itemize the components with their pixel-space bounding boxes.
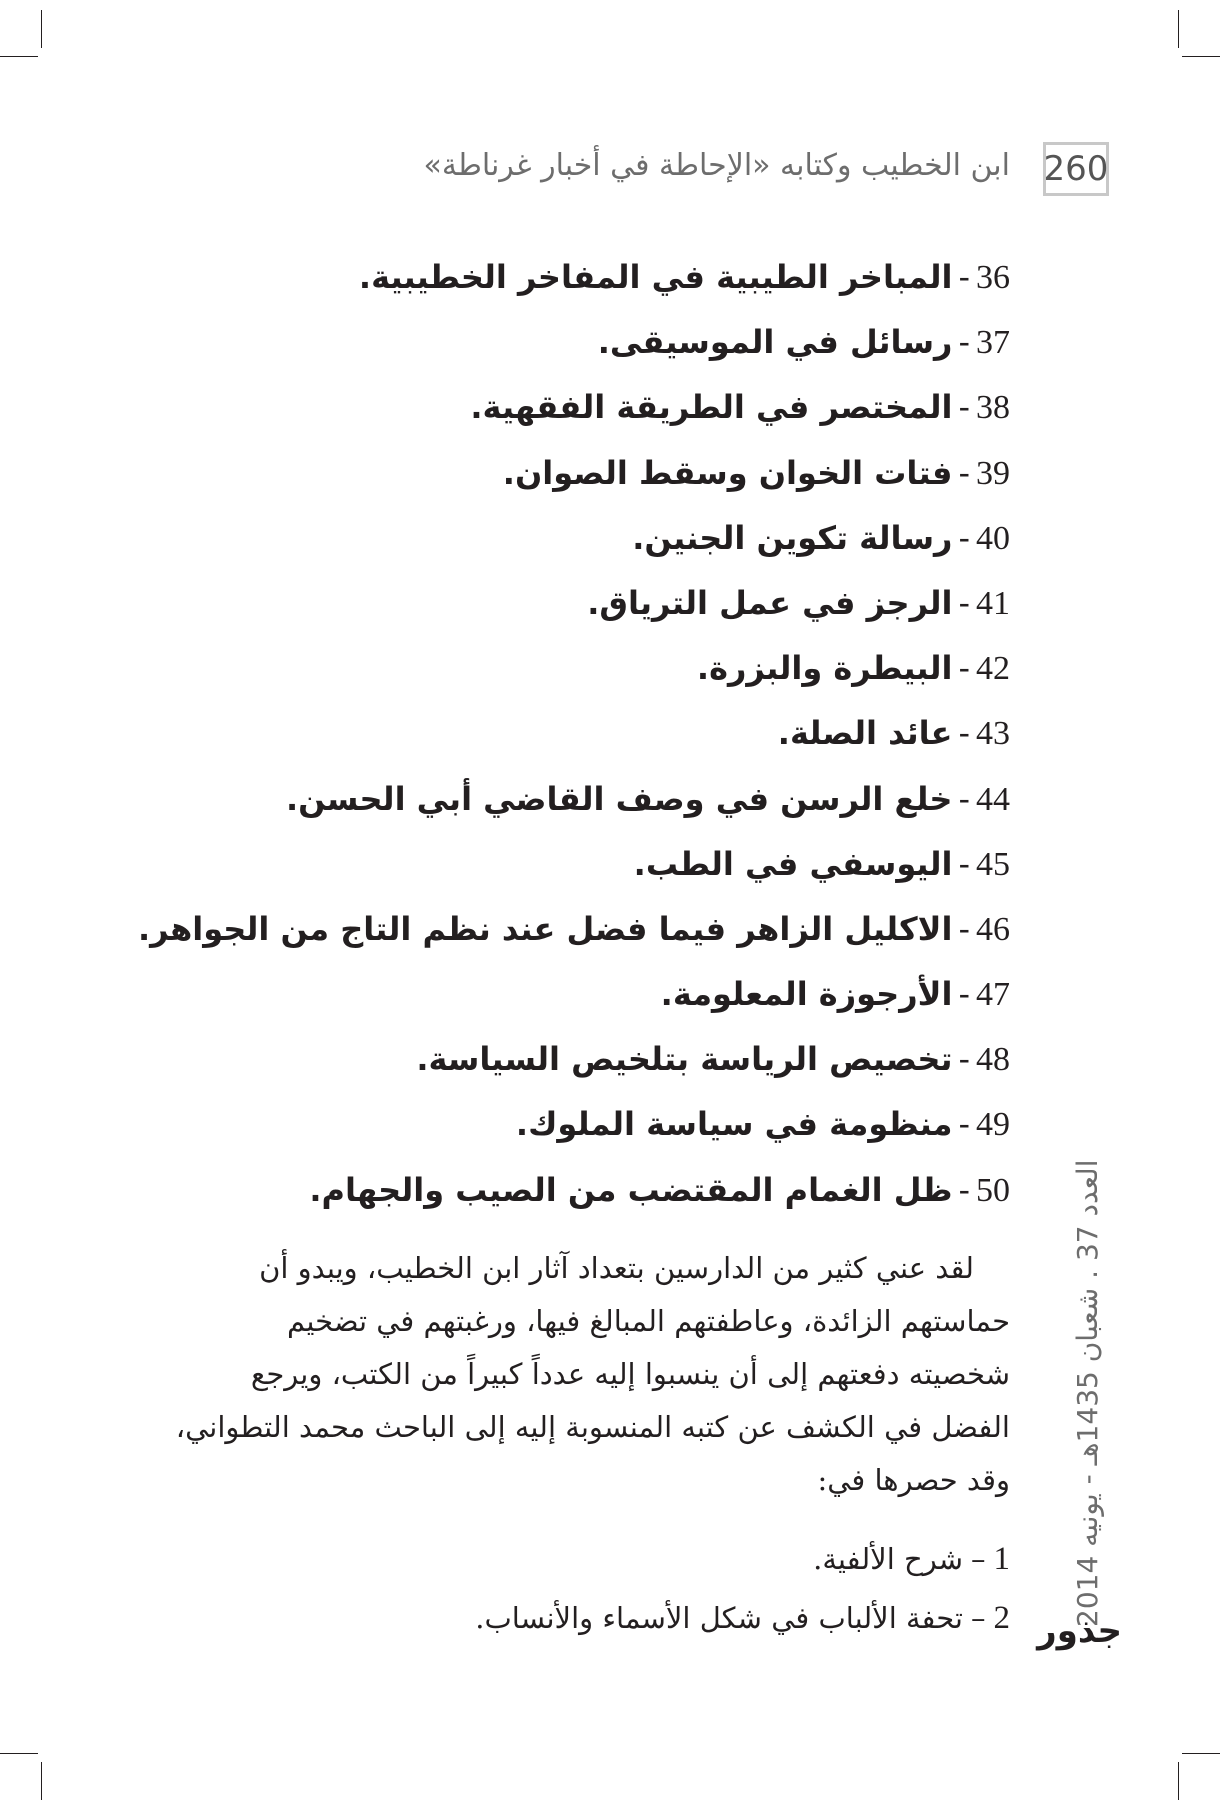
- item-title: المباخر الطيبية في المفاخر الخطيبية.: [358, 258, 953, 296]
- list-item: [110, 962, 1010, 1027]
- item-title: الرجز في عمل الترياق.: [587, 583, 953, 622]
- dash: -: [958, 844, 970, 883]
- list-item: [168, 1530, 1010, 1589]
- dash: -: [958, 909, 970, 948]
- item-title: اليوسفي في الطب.: [633, 844, 953, 883]
- item-number: 49: [976, 1106, 1010, 1144]
- item-title: المختصر في الطريقة الفقهية.: [470, 388, 953, 427]
- item-number: 48: [976, 1041, 1010, 1079]
- item-title: منظومة في سياسة الملوك.: [515, 1105, 953, 1144]
- list-item: [110, 1092, 1010, 1157]
- list-item: [110, 310, 1010, 375]
- attributed-list: [168, 1530, 1010, 1648]
- works-list: [110, 245, 1010, 1223]
- dash: -: [958, 583, 970, 622]
- item-title: البيطرة والبزرة.: [696, 649, 953, 688]
- paragraph-line: وقد حصرها في:: [817, 1463, 1010, 1497]
- item-number: 39: [976, 454, 1010, 492]
- dash: -: [958, 1105, 970, 1144]
- dash: -: [958, 975, 970, 1014]
- page-number: 260: [1043, 142, 1109, 196]
- crop-mark: [1182, 56, 1220, 57]
- item-number: 43: [976, 715, 1010, 753]
- dash: -: [958, 258, 970, 296]
- crop-mark: [1182, 1753, 1220, 1754]
- item-title: الأرجوزة المعلومة.: [660, 975, 953, 1014]
- body-paragraph: [168, 1242, 1010, 1507]
- dash: -: [958, 779, 970, 818]
- item-title: تخصيص الرياسة بتلخيص السياسة.: [416, 1040, 953, 1079]
- item-number: 40: [976, 519, 1010, 557]
- list-item: [110, 571, 1010, 636]
- item-number: 2: [993, 1600, 1010, 1636]
- item-title: ظل الغمام المقتضب من الصيب والجهام.: [309, 1170, 953, 1209]
- list-item: [110, 767, 1010, 832]
- item-title: فتات الخوان وسقط الصوان.: [502, 453, 953, 492]
- paragraph-line: حماستهم الزائدة، وعاطفتهم المبالغ فيها، ورغبتهم في تضخيم: [287, 1304, 1010, 1338]
- dash: -: [958, 388, 970, 427]
- crop-mark: [1178, 1762, 1179, 1800]
- list-item: [110, 897, 1010, 962]
- dash: -: [958, 1170, 970, 1209]
- item-number: 46: [976, 910, 1010, 948]
- item-number: 45: [976, 845, 1010, 883]
- dash: –: [971, 1601, 986, 1635]
- list-item: [110, 1027, 1010, 1092]
- paragraph-line: الفضل في الكشف عن كتبه المنسوبة إليه إلى الباحث محمد التطواني،: [175, 1410, 1010, 1444]
- item-number: 47: [976, 976, 1010, 1014]
- item-title: خلع الرسن في وصف القاضي أبي الحسن.: [285, 779, 953, 818]
- paragraph-line: لقد عني كثير من الدارسين بتعداد آثار ابن الخطيب، ويبدو أن: [259, 1251, 974, 1285]
- item-title: شرح الألفية.: [813, 1542, 963, 1576]
- list-item: [168, 1589, 1010, 1648]
- item-number: 37: [976, 324, 1010, 362]
- item-title: الاكليل الزاهر فيما فضل عند نظم التاج من الجواهر.: [138, 909, 953, 948]
- crop-mark: [1178, 10, 1179, 48]
- paragraph-line: شخصيته دفعتهم إلى أن ينسبوا إليه عدداً كبيراً من الكتب، ويرجع: [250, 1357, 1010, 1391]
- issue-info: العدد 37 . شعبان 1435هـ - يونيه 2014: [1071, 1160, 1104, 1628]
- list-item: [110, 441, 1010, 506]
- journal-logo: جذور: [1037, 1611, 1122, 1651]
- item-number: 42: [976, 650, 1010, 688]
- list-item: [110, 701, 1010, 766]
- item-number: 50: [976, 1171, 1010, 1209]
- dash: -: [958, 649, 970, 688]
- item-number: 38: [976, 389, 1010, 427]
- dash: -: [958, 714, 970, 753]
- crop-mark: [41, 1762, 42, 1800]
- item-number: 36: [976, 259, 1010, 296]
- item-number: 41: [976, 584, 1010, 622]
- crop-mark: [0, 56, 38, 57]
- running-title: ابن الخطيب وكتابه «الإحاطة في أخبار غرناطة»: [423, 148, 1010, 183]
- item-title: رسائل في الموسيقى.: [597, 323, 953, 362]
- dash: -: [958, 453, 970, 492]
- item-number: 44: [976, 780, 1010, 818]
- item-title: عائد الصلة.: [777, 714, 953, 753]
- list-item: [110, 636, 1010, 701]
- dash: -: [958, 1040, 970, 1079]
- list-item: [110, 245, 1010, 310]
- dash: -: [958, 323, 970, 362]
- list-item: [110, 375, 1010, 440]
- dash: –: [971, 1542, 986, 1576]
- list-item: [110, 506, 1010, 571]
- item-title: رسالة تكوين الجنين.: [632, 518, 953, 557]
- item-title: تحفة الألباب في شكل الأسماء والأنساب.: [475, 1601, 963, 1635]
- list-item: [110, 1158, 1010, 1223]
- list-item: [110, 832, 1010, 897]
- crop-mark: [0, 1753, 38, 1754]
- crop-mark: [41, 10, 42, 48]
- dash: -: [958, 518, 970, 557]
- item-number: 1: [993, 1541, 1010, 1577]
